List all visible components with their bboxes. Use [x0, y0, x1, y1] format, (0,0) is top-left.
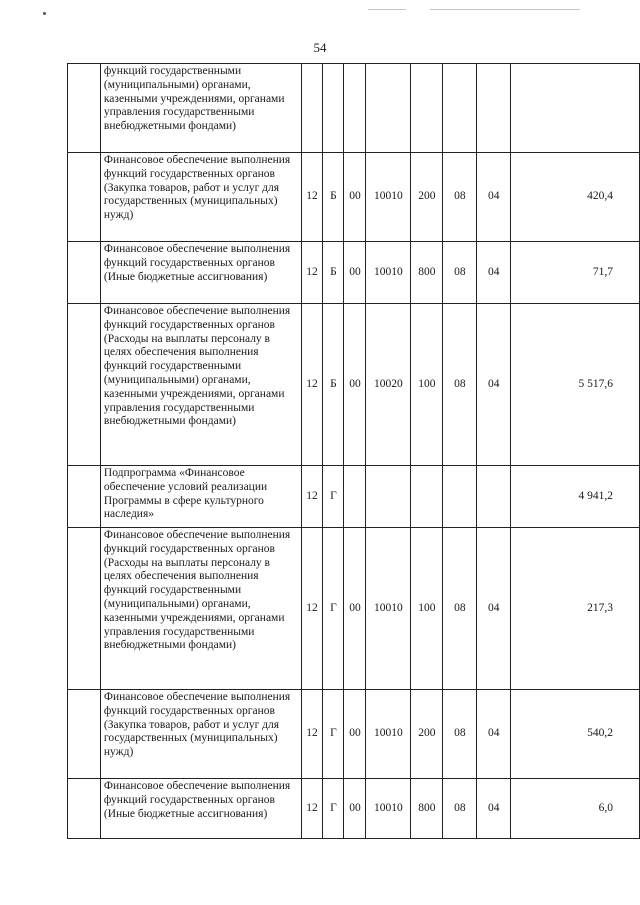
amount-cell: 217,3 — [511, 528, 640, 690]
code-cell: 04 — [477, 242, 511, 304]
table-row — [68, 64, 640, 153]
table-cell-blank — [68, 690, 101, 779]
code-cell — [443, 466, 477, 528]
row-description: Финансовое обеспечение выполнения функций государственных органов (Закупка товаров, работ и услуг для государственных (муниципальных) нужд) — [100, 153, 301, 242]
budget-table — [67, 63, 640, 839]
code-cell: 200 — [411, 690, 443, 779]
code-cell: 12 — [301, 242, 323, 304]
amount-cell — [511, 64, 640, 153]
table-cell-blank — [68, 242, 101, 304]
code-cell: 04 — [477, 304, 511, 466]
code-cell: 12 — [301, 153, 323, 242]
code-cell: 12 — [301, 779, 323, 839]
table-cell-blank — [68, 64, 101, 153]
code-cell: Б — [323, 242, 344, 304]
code-cell: 10010 — [366, 242, 411, 304]
amount-cell: 6,0 — [511, 779, 640, 839]
code-cell — [477, 466, 511, 528]
code-cell — [366, 466, 411, 528]
table-row — [68, 690, 640, 779]
scan-speck — [43, 12, 46, 15]
code-cell — [344, 466, 366, 528]
code-cell: 12 — [301, 690, 323, 779]
code-cell: 100 — [411, 304, 443, 466]
row-description: функций государственными (муниципальными) органами, казенными учреждениями, органами управления государственными внебюджетными фондами) — [100, 64, 301, 153]
row-description: Финансовое обеспечение выполнения функций государственных органов (Расходы на выплаты персоналу в целях обеспечения выполнения функций государственными (муниципальными) органами, казенными учреждениями, органами управления государственными внебюджетными фондами) — [100, 528, 301, 690]
code-cell — [411, 64, 443, 153]
code-cell: Г — [323, 466, 344, 528]
code-cell: 00 — [344, 153, 366, 242]
table-cell-blank — [68, 304, 101, 466]
code-cell: 12 — [301, 304, 323, 466]
code-cell: 00 — [344, 690, 366, 779]
row-description: Подпрограмма «Финансовое обеспечение условий реализации Программы в сфере культурного наследия» — [100, 466, 301, 528]
code-cell: 08 — [443, 153, 477, 242]
code-cell: 04 — [477, 153, 511, 242]
code-cell — [443, 64, 477, 153]
code-cell: 10010 — [366, 153, 411, 242]
table-cell-blank — [68, 779, 101, 839]
amount-cell: 420,4 — [511, 153, 640, 242]
code-cell: 00 — [344, 242, 366, 304]
table-cell-blank — [68, 466, 101, 528]
code-cell: 10010 — [366, 528, 411, 690]
table-row — [68, 528, 640, 690]
code-cell: 800 — [411, 779, 443, 839]
code-cell — [366, 64, 411, 153]
page-number: 54 — [313, 40, 327, 55]
row-description: Финансовое обеспечение выполнения функций государственных органов (Иные бюджетные ассигнования) — [100, 779, 301, 839]
row-description: Финансовое обеспечение выполнения функций государственных органов (Иные бюджетные ассигнования) — [100, 242, 301, 304]
scan-artifact-line — [368, 9, 406, 10]
amount-cell: 71,7 — [511, 242, 640, 304]
code-cell: 04 — [477, 690, 511, 779]
code-cell: 200 — [411, 153, 443, 242]
table-row — [68, 242, 640, 304]
scan-artifact-line — [430, 9, 580, 10]
code-cell — [477, 64, 511, 153]
table-row — [68, 153, 640, 242]
code-cell: 10010 — [366, 690, 411, 779]
table-cell-blank — [68, 528, 101, 690]
code-cell: Г — [323, 528, 344, 690]
table-row-subprogram — [68, 466, 640, 528]
amount-cell: 4 941,2 — [511, 466, 640, 528]
table-row — [68, 779, 640, 839]
code-cell: 12 — [301, 528, 323, 690]
code-cell: 100 — [411, 528, 443, 690]
code-cell — [323, 64, 344, 153]
table-cell-blank — [68, 153, 101, 242]
code-cell: 10010 — [366, 779, 411, 839]
code-cell — [411, 466, 443, 528]
table-row — [68, 304, 640, 466]
code-cell: 10020 — [366, 304, 411, 466]
code-cell: 00 — [344, 304, 366, 466]
amount-cell: 5 517,6 — [511, 304, 640, 466]
code-cell: 00 — [344, 528, 366, 690]
row-description: Финансовое обеспечение выполнения функций государственных органов (Расходы на выплаты персоналу в целях обеспечения выполнения функций государственными (муниципальными) органами, казенными учреждениями, органами управления государственными внебюджетными фондами) — [100, 304, 301, 466]
code-cell: 08 — [443, 242, 477, 304]
code-cell: Б — [323, 153, 344, 242]
code-cell: 12 — [301, 466, 323, 528]
code-cell — [301, 64, 323, 153]
code-cell: 08 — [443, 528, 477, 690]
row-description: Финансовое обеспечение выполнения функций государственных органов (Закупка товаров, работ и услуг для государственных (муниципальных) нужд) — [100, 690, 301, 779]
code-cell: Б — [323, 304, 344, 466]
code-cell: 04 — [477, 779, 511, 839]
code-cell: Г — [323, 690, 344, 779]
code-cell: 04 — [477, 528, 511, 690]
code-cell: 08 — [443, 779, 477, 839]
code-cell — [344, 64, 366, 153]
code-cell: 08 — [443, 304, 477, 466]
amount-cell: 540,2 — [511, 690, 640, 779]
code-cell: 800 — [411, 242, 443, 304]
code-cell: 00 — [344, 779, 366, 839]
code-cell: 08 — [443, 690, 477, 779]
code-cell: Г — [323, 779, 344, 839]
